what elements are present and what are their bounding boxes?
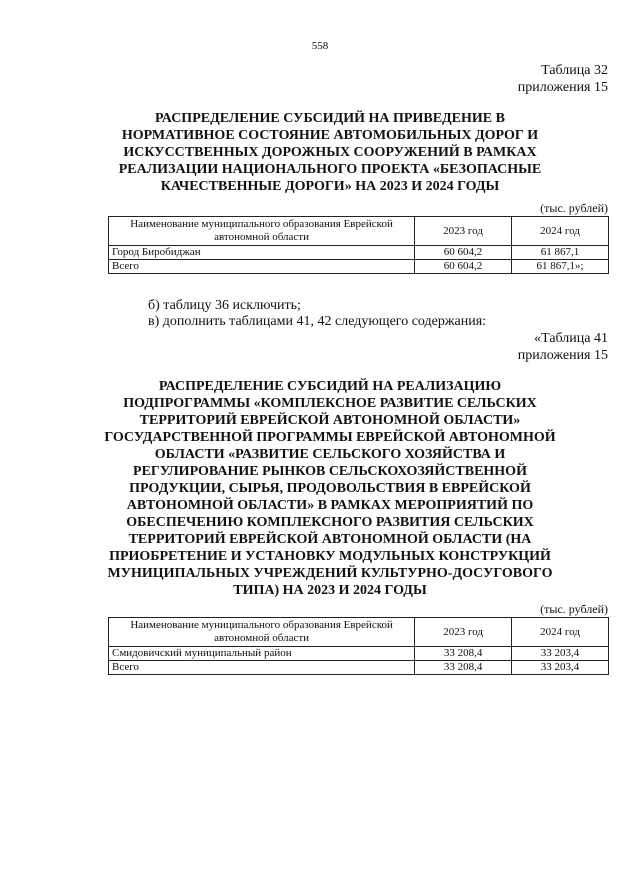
table32-ref-line2: приложения 15 <box>517 80 608 95</box>
table32 <box>108 216 609 274</box>
table-cell: 33 203,4 <box>512 661 609 675</box>
paragraph-v: в) дополнить таблицами 41, 42 следующего содержания: <box>148 314 487 329</box>
table-row <box>109 647 609 661</box>
table41 <box>108 617 609 675</box>
table-cell: 33 203,4 <box>512 647 609 661</box>
table-cell: 61 867,1»; <box>511 260 608 274</box>
table-cell: 60 604,2 <box>415 246 512 260</box>
column-header: Наименование муниципального образования Еврейской автономной области <box>109 217 415 246</box>
table-cell: Смидовичский муниципальный район <box>109 647 415 661</box>
table41-ref-line2: приложения 15 <box>517 348 608 363</box>
table41-units: (тыс. рублей) <box>540 602 608 616</box>
table-row <box>109 246 609 260</box>
table-cell: Всего <box>109 260 415 274</box>
table32-units: (тыс. рублей) <box>540 201 608 215</box>
column-header: 2023 год <box>415 217 512 246</box>
table-row <box>109 661 609 675</box>
table-cell: 60 604,2 <box>415 260 512 274</box>
table32-title: РАСПРЕДЕЛЕНИЕ СУБСИДИЙ НА ПРИВЕДЕНИЕ В НОРМАТИВНОЕ СОСТОЯНИЕ АВТОМОБИЛЬНЫХ ДОРОГ И ИСКУССТВЕННЫХ ДОРОЖНЫХ СООРУЖЕНИЙ В РАМКАХ РЕАЛИЗАЦИИ НАЦИОНАЛЬНОГО ПРОЕКТА «БЕЗОПАСНЫЕ КАЧЕСТВЕННЫЕ ДОРОГИ» НА 2023 И 2024 ГОДЫ <box>118 111 542 194</box>
table-row <box>109 260 609 274</box>
table32-ref-line1: Таблица 32 <box>541 63 608 78</box>
column-header: 2024 год <box>511 217 608 246</box>
table-cell: 61 867,1 <box>511 246 608 260</box>
table32-reference <box>518 62 608 96</box>
table-cell: 33 208,4 <box>415 661 512 675</box>
column-header: Наименование муниципального образования Еврейской автономной области <box>109 618 415 647</box>
table-cell: Город Биробиджан <box>109 246 415 260</box>
table-cell: Всего <box>109 661 415 675</box>
paragraph-b: б) таблицу 36 исключить; <box>148 298 301 313</box>
column-header: 2024 год <box>512 618 609 647</box>
column-header: 2023 год <box>415 618 512 647</box>
table-header-row <box>109 618 609 647</box>
table41-reference <box>518 330 608 364</box>
table41-title: РАСПРЕДЕЛЕНИЕ СУБСИДИЙ НА РЕАЛИЗАЦИЮ ПОДПРОГРАММЫ «КОМПЛЕКСНОЕ РАЗВИТИЕ СЕЛЬСКИХ ТЕРРИТОРИЙ ЕВРЕЙСКОЙ АВТОНОМНОЙ ОБЛАСТИ» ГОСУДАРСТВЕННОЙ ПРОГРАММЫ ЕВРЕЙСКОЙ АВТОНОМНОЙ ОБЛАСТИ «РАЗВИТИЕ СЕЛЬСКОГО ХОЗЯЙСТВА И РЕГУЛИРОВАНИЕ РЫНКОВ СЕЛЬСКОХОЗЯЙСТВЕННОЙ ПРОДУКЦИИ, СЫРЬЯ, ПРОДОВОЛЬСТВИЯ В ЕВРЕЙСКОЙ АВТОНОМНОЙ ОБЛАСТИ» В РАМКАХ МЕРОПРИЯТИЙ ПО ОБЕСПЕЧЕНИЮ КОМПЛЕКСНОГО РАЗВИТИЯ СЕЛЬСКИХ ТЕРРИТОРИЙ ЕВРЕЙСКОЙ АВТОНОМНОЙ ОБЛАСТИ (НА ПРИОБРЕТЕНИЕ И УСТАНОВКУ МОДУЛЬНЫХ КОНСТРУКЦИЙ МУНИЦИПАЛЬНЫХ УЧРЕЖДЕНИЙ КУЛЬТУРНО-ДОСУГОВОГО ТИПА) НА 2023 И 2024 ГОДЫ <box>104 379 556 598</box>
table41-ref-line1: «Таблица 41 <box>534 331 608 346</box>
page-number: 558 <box>311 40 329 52</box>
table-header-row <box>109 217 609 246</box>
table-cell: 33 208,4 <box>415 647 512 661</box>
